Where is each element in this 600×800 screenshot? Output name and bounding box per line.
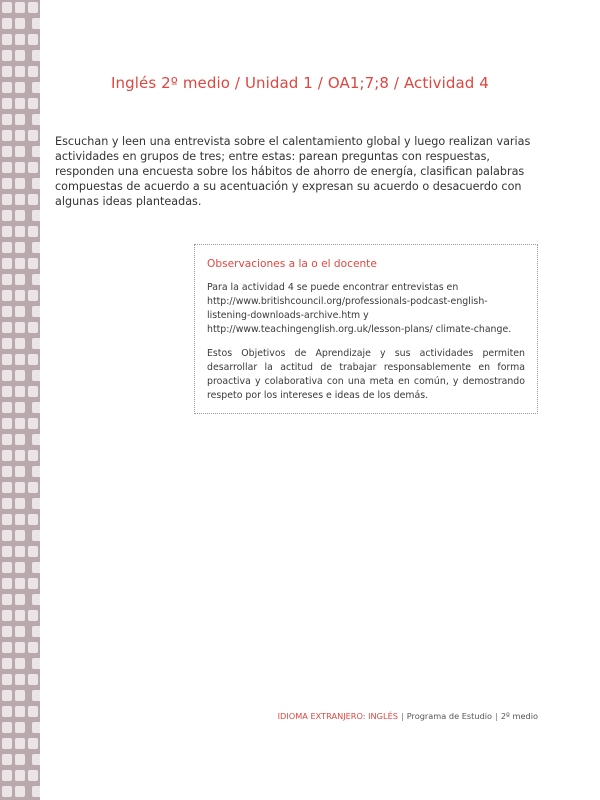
strip-block [15,658,25,669]
strip-block [15,2,25,13]
strip-block [2,114,12,125]
teaching-english-link-line[interactable]: http://www.teachingenglish.org.uk/lesson-plans/ climate-change. [207,324,512,335]
strip-block [15,594,25,605]
strip-block [2,754,12,765]
strip-block [2,50,12,61]
strip-block [15,370,25,381]
strip-block [2,2,12,13]
strip-block [28,226,38,237]
strip-block [2,226,12,237]
strip-block [28,2,38,13]
strip-block [15,706,25,717]
strip-block [32,722,40,733]
strip-block [2,722,12,733]
strip-block [2,34,12,45]
strip-block [15,178,25,189]
strip-block [15,626,25,637]
strip-block [15,610,25,621]
strip-block [2,386,12,397]
strip-block [15,770,25,781]
strip-block [32,594,40,605]
strip-block [28,258,38,269]
footer-separator: | [495,711,498,721]
strip-block [15,18,25,29]
strip-block [2,194,12,205]
strip-block [32,530,40,541]
footer-grade: 2º medio [500,711,538,721]
strip-block [28,354,38,365]
strip-block [32,562,40,573]
strip-block [15,466,25,477]
strip-block [28,674,38,685]
strip-block [2,354,12,365]
strip-block [28,386,38,397]
strip-block [28,738,38,749]
strip-block [15,194,25,205]
strip-block [28,130,38,141]
strip-block [32,18,40,29]
strip-block [2,770,12,781]
strip-block [28,514,38,525]
strip-block [28,34,38,45]
strip-block [28,290,38,301]
strip-block [15,130,25,141]
strip-block [2,530,12,541]
strip-block [32,786,40,797]
strip-block [2,418,12,429]
british-council-link-line[interactable]: http://www.britishcouncil.org/professionals-podcast-english- [207,296,488,307]
strip-block [15,786,25,797]
strip-block [15,754,25,765]
strip-block [32,146,40,157]
strip-block [32,50,40,61]
strip-block [2,370,12,381]
decorative-side-strip [0,0,40,800]
strip-block [28,546,38,557]
strip-block [2,514,12,525]
strip-block [15,546,25,557]
strip-block [32,370,40,381]
strip-block [15,146,25,157]
strip-block [15,514,25,525]
strip-block [15,450,25,461]
strip-block [15,322,25,333]
strip-block [2,98,12,109]
strip-block [32,626,40,637]
strip-block [32,658,40,669]
strip-block [2,146,12,157]
strip-block [15,226,25,237]
strip-block [28,450,38,461]
strip-block [28,642,38,653]
strip-block [2,466,12,477]
strip-block [2,290,12,301]
strip-block [2,786,12,797]
footer-separator: | [400,711,404,721]
strip-block [32,402,40,413]
strip-block [2,178,12,189]
strip-block [28,770,38,781]
strip-block [2,274,12,285]
strip-block [15,274,25,285]
strip-block [28,322,38,333]
resource-intro-line: Para la actividad 4 se puede encontrar entrevistas en [207,282,459,293]
strip-block [2,498,12,509]
strip-block [15,242,25,253]
strip-block [15,402,25,413]
strip-block [2,658,12,669]
strip-block [2,322,12,333]
strip-block [2,18,12,29]
strip-block [32,306,40,317]
strip-block [15,722,25,733]
strip-block [15,562,25,573]
strip-block [2,594,12,605]
strip-block [2,162,12,173]
strip-block [2,610,12,621]
strip-block [2,706,12,717]
strip-block [32,274,40,285]
strip-block [2,434,12,445]
strip-block [32,434,40,445]
strip-block [2,258,12,269]
strip-block [28,418,38,429]
strip-block [15,114,25,125]
strip-block [28,706,38,717]
strip-block [32,498,40,509]
teacher-observations-box [194,244,538,414]
strip-block [2,674,12,685]
strip-block [15,98,25,109]
strip-block [2,450,12,461]
strip-block [15,690,25,701]
strip-block [15,498,25,509]
page-title: Inglés 2º medio / Unidad 1 / OA1;7;8 / Actividad 4 [111,74,489,92]
activity-description: Escuchan y leen una entrevista sobre el calentamiento global y luego realizan varias actividades en grupos de tres; entre estas: parean preguntas con respuestas, responden una encuesta sobre los hábitos de ahorro de energía, clasifican palabras compuestas de acuerdo a su acentuación y expresan su acuerdo o desacuerdo con algunas ideas planteadas. [55,135,531,208]
strip-block [32,754,40,765]
strip-block [32,210,40,221]
teacher-observations-title: Observaciones a la o el docente [207,258,377,270]
strip-block [2,242,12,253]
strip-block [2,562,12,573]
strip-block [2,130,12,141]
strip-block [15,482,25,493]
strip-block [32,338,40,349]
strip-block [15,162,25,173]
strip-block [15,418,25,429]
strip-block [32,178,40,189]
strip-block [32,114,40,125]
strip-block [32,242,40,253]
strip-block [15,338,25,349]
strip-block [15,210,25,221]
strip-block [15,738,25,749]
strip-block [28,578,38,589]
strip-block [2,482,12,493]
resource-links-paragraph [207,281,525,337]
strip-block [2,210,12,221]
strip-block [15,674,25,685]
strip-block [2,306,12,317]
footer-subject: IDIOMA EXTRANJERO: INGLÉS [277,711,398,721]
strip-block [2,338,12,349]
strip-block [2,546,12,557]
page-footer [278,711,538,721]
strip-block [28,610,38,621]
strip-block [15,386,25,397]
strip-block [32,690,40,701]
strip-block [2,738,12,749]
strip-block [15,354,25,365]
strip-block [28,482,38,493]
strip-block [15,290,25,301]
strip-block [15,34,25,45]
strip-block [15,434,25,445]
strip-block [2,402,12,413]
strip-block [28,162,38,173]
strip-block [15,306,25,317]
strip-block [15,642,25,653]
strip-block [15,50,25,61]
strip-block [32,466,40,477]
strip-block [15,578,25,589]
strip-block [2,690,12,701]
strip-block [15,530,25,541]
strip-block [2,626,12,637]
strip-block [2,578,12,589]
strip-block [28,194,38,205]
learning-objectives-paragraph: Estos Objetivos de Aprendizaje y sus actividades permiten desarrollar la actitud de trabajar responsablemente en forma proactiva y colaborativa con una meta en común, y demostrando respeto por los intereses e ideas de los demás. [207,348,525,401]
british-council-link-line-cont[interactable]: listening-downloads-archive.htm y [207,310,369,321]
strip-block [28,98,38,109]
strip-block [2,642,12,653]
footer-program: Programa de Estudio [406,711,493,721]
strip-block [15,258,25,269]
